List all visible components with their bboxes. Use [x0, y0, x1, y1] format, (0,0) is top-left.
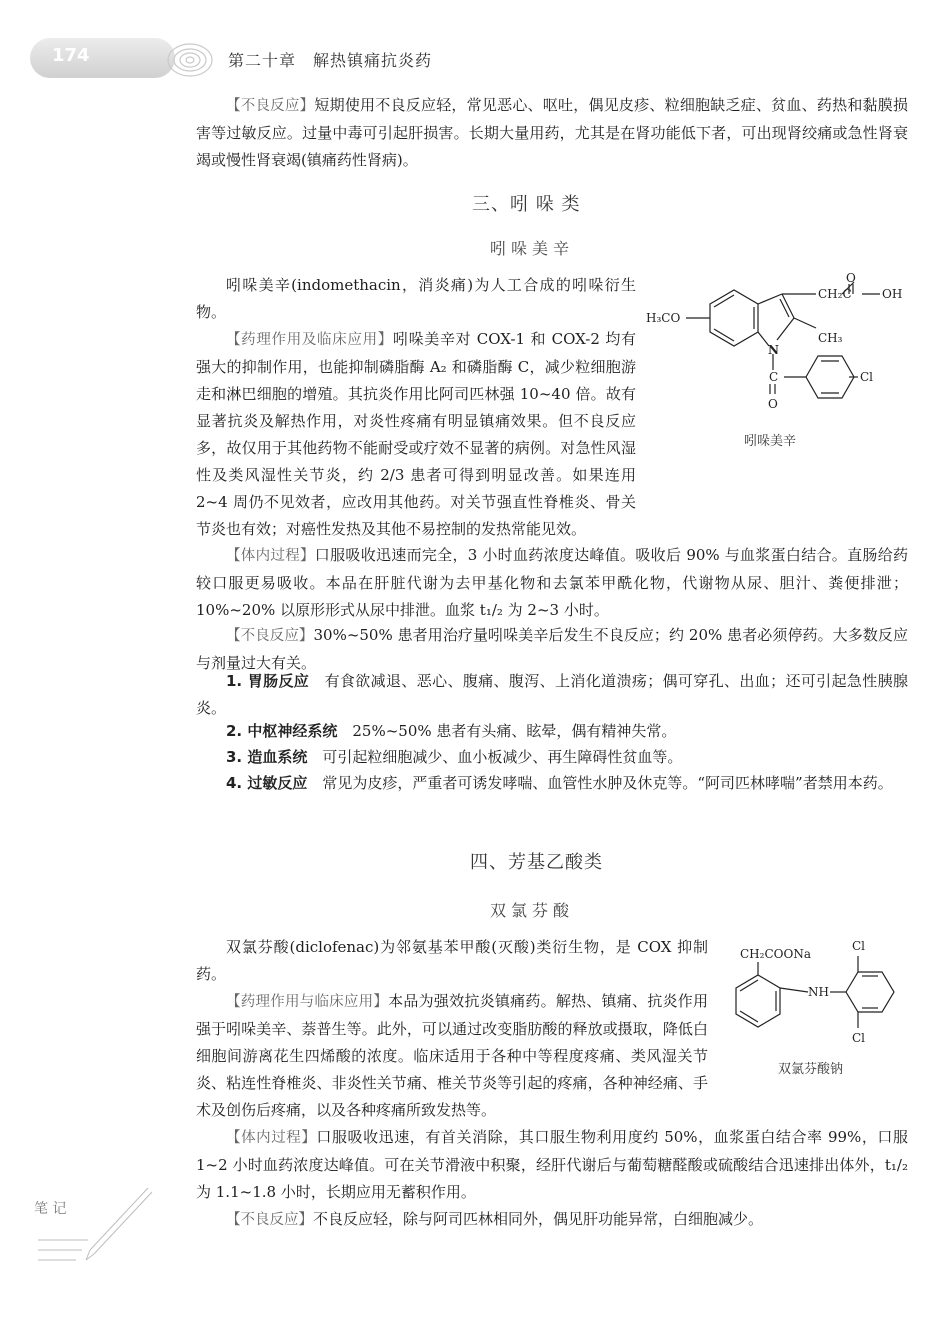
pen-icon: [30, 1180, 160, 1270]
kin4-tag: 【体内过程】: [226, 1130, 317, 1146]
pharm-tag: 【药理作用及临床应用】: [226, 332, 393, 348]
adr-item-1: 1. 胃肠反应 有食欲减退、恶心、腹痛、腹泻、上消化道溃疡；偶可穿孔、出血；还可引起急性胰腺炎。: [196, 672, 908, 717]
adr-item-2: 2. 中枢神经系统 25%~50% 患者有头痛、眩晕，偶有精神失常。: [226, 722, 677, 740]
indomethacin-intro: 吲哚美辛(indomethacin，消炎痛)为人工合成的吲哚衍生物。: [196, 276, 636, 321]
adr4-text: 不良反应轻，除与阿司匹林相同外，偶见肝功能异常，白细胞减少。: [313, 1210, 764, 1228]
label-ch2coona: CH₂COONa: [740, 947, 811, 961]
section3-title: 三、吲 哚 类: [472, 194, 581, 215]
label-cl-bottom: Cl: [852, 1031, 866, 1045]
intro-tag: 【不良反应】: [226, 98, 315, 114]
page-number: 174: [52, 45, 90, 66]
diclofenac-caption: 双氯芬酸钠: [778, 1062, 844, 1077]
diclofenac-adr-paragraph: [196, 1206, 908, 1234]
adr-tag: 【不良反应】: [226, 628, 314, 644]
section4-title: 四、芳基乙酸类: [470, 852, 603, 873]
label-nh: NH: [808, 985, 829, 999]
diclofenac-intro: 双氯芬酸(diclofenac)为邻氨基苯甲酸(灭酸)类衍生物，是 COX 抑制药。: [196, 938, 708, 983]
adr4-tag: 【不良反应】: [226, 1212, 313, 1228]
label-carbonyl-o: O: [846, 272, 856, 285]
indomethacin-kinetics-paragraph: [196, 542, 908, 624]
section3-drug-heading: 吲哚美辛: [490, 239, 575, 258]
kin4-text: 口服吸收迅速，有首关消除，其口服生物利用度约 50%，血浆蛋白结合率 99%，口服 1~2 小时血药浓度达峰值。可在关节滑液中积聚，经肝代谢后与葡萄糖醛酸或硫酸结合迅速排出体外，t₁/₂ 为 1.1~1.8 小时，长期应用无蓄积作用。: [196, 1128, 908, 1201]
label-cl-top: Cl: [852, 939, 866, 953]
diclofenac-kinetics-paragraph: [196, 1124, 908, 1206]
label-methoxy: H₃CO: [646, 311, 681, 325]
diclofenac-pharmacology-paragraph: [196, 988, 708, 1124]
label-oh: OH: [882, 287, 903, 301]
label-ch3: CH₃: [818, 331, 843, 345]
adr-text: 30%~50% 患者用治疗量吲哚美辛后发生不良反应；约 20% 患者必须停药。大多数反应与剂量过大有关。: [196, 626, 908, 672]
intro-text: 短期使用不良反应轻，常见恶心、呕吐，偶见皮疹、粒细胞缺乏症、贫血、药热和黏膜损害等过敏反应。过量中毒可引起肝损害。长期大量用药，尤其是在肾功能低下者，可出现肾绞痛或急性肾衰竭或慢性肾衰竭(镇痛药性肾病)。: [196, 96, 909, 169]
section4-drug-heading: 双氯芬酸: [490, 901, 575, 920]
swirl-ornament-icon: [160, 36, 220, 84]
pharm4-tag: 【药理作用与临床应用】: [226, 994, 389, 1010]
label-ch2c: CH₂C: [818, 287, 852, 301]
indomethacin-structure-diagram: [644, 272, 914, 422]
chapter-title: 第二十章 解热镇痛抗炎药: [228, 51, 433, 70]
label-cl: Cl: [860, 370, 874, 384]
label-c: C: [769, 370, 779, 384]
kin-text: 口服吸收迅速而完全，3 小时血药浓度达峰值。吸收后 90% 与血浆蛋白结合。直肠给药较口服更易吸收。本品在肝脏代谢为去甲基化物和去氯苯甲酰化物，代谢物从尿、胆汁、粪便排泄；10%~20% 以原形形式从尿中排泄。血浆 t₁/₂ 为 2~3 小时。: [196, 546, 908, 619]
label-o2: O: [768, 397, 778, 411]
indomethacin-caption: 吲哚美辛: [744, 434, 797, 449]
pharm-text: 吲哚美辛对 COX-1 和 COX-2 均有强大的抑制作用，也能抑制磷脂酶 A₂ 和磷脂酶 C，减少粒细胞游走和淋巴细胞的增殖。其抗炎作用比阿司匹林强 10~40 倍。故有显著抗炎及解热作用，对炎性疼痛有明显镇痛效果。但不良反应多，故仅用于其他药物不能耐受或疗效不显著的病例。对急性风湿性及类风湿性关节炎，约 2/3 患者可得到明显改善。如果连用 2~4 周仍不见效者，应改用其他药。对关节强直性脊椎炎、骨关节炎也有效；对癌性发热及其他不易控制的发热常能见效。: [196, 330, 637, 538]
diclofenac-structure-diagram: [726, 932, 916, 1056]
intro-paragraph: [196, 92, 908, 174]
margin-notes-label: 笔 记: [34, 1201, 67, 1217]
adr-item-3: 3. 造血系统 可引起粒细胞减少、血小板减少、再生障碍性贫血等。: [226, 748, 683, 766]
adr-item-4: 4. 过敏反应 常见为皮疹，严重者可诱发哮喘、血管性水肿及休克等。“阿司匹林哮喘”者禁用本药。: [226, 774, 893, 792]
kin-tag: 【体内过程】: [226, 548, 315, 564]
pharm4-text: 本品为强效抗炎镇痛药。解热、镇痛、抗炎作用强于吲哚美辛、萘普生等。此外，可以通过改变脂肪酸的释放或摄取，降低白细胞间游离花生四烯酸的浓度。临床适用于各种中等程度疼痛、类风湿关节炎、粘连性脊椎炎、非炎性关节痛、椎关节炎等引起的疼痛，各种神经痛、手术及创伤后疼痛，以及各种疼痛所致发热等。: [196, 992, 708, 1119]
indomethacin-pharmacology-paragraph: [196, 326, 636, 543]
label-n: N: [768, 343, 779, 357]
